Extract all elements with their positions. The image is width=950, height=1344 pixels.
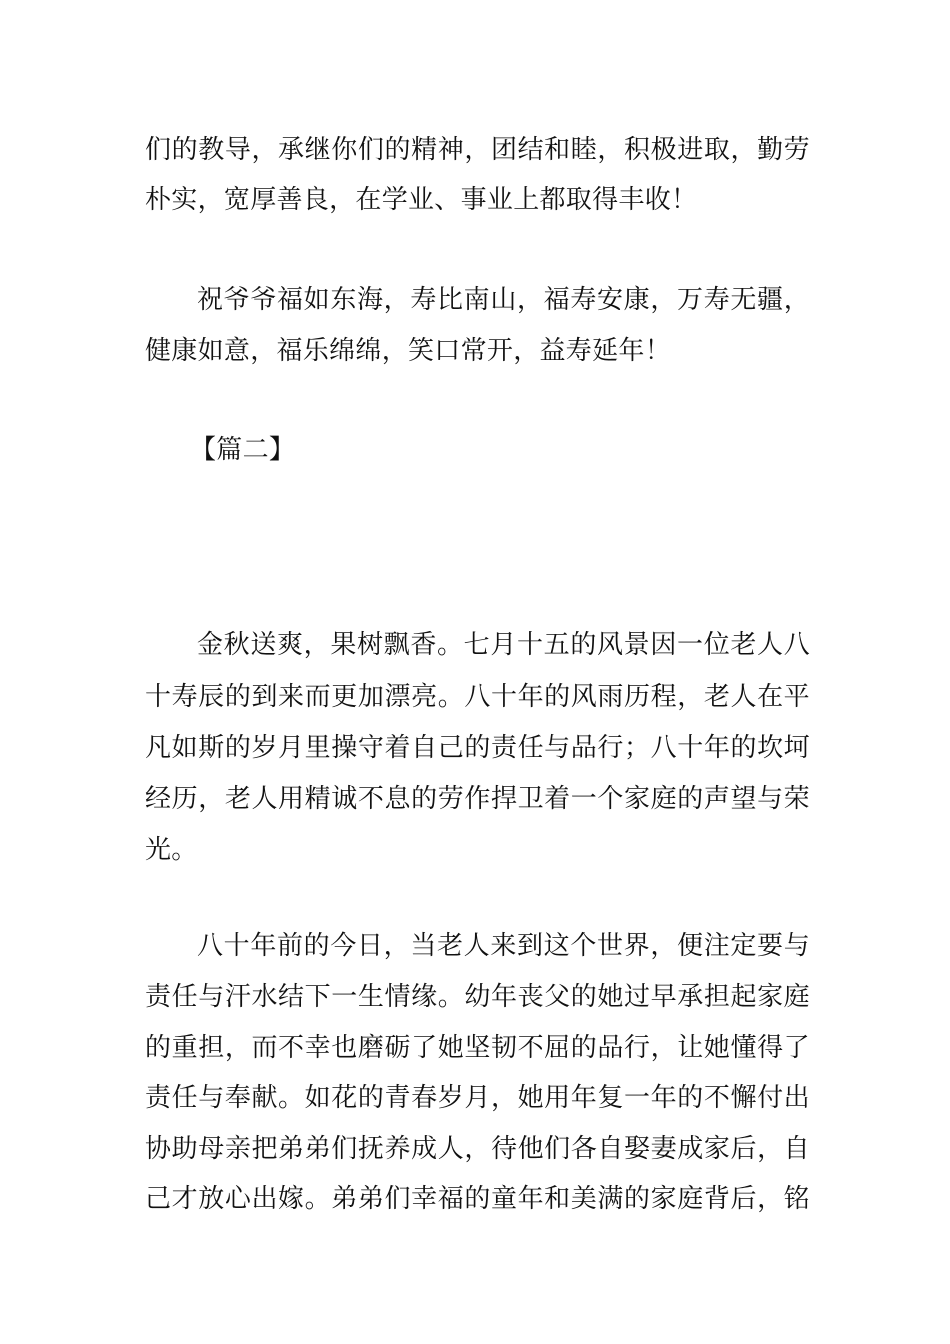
section-heading: 【篇二】 (190, 435, 296, 465)
paragraph-line: 的重担，而不幸也磨砺了她坚韧不屈的品行，让她懂得了 (145, 1033, 810, 1063)
paragraph-line: 责任与汗水结下一生情缘。幼年丧父的她过早承担起家庭 (145, 982, 810, 1012)
paragraph-line: 责任与奉献。如花的青春岁月，她用年复一年的不懈付出 (145, 1083, 810, 1113)
paragraph-line: 光。 (145, 835, 198, 865)
paragraph-line: 十寿辰的到来而更加漂亮。八十年的风雨历程，老人在平 (145, 682, 810, 712)
paragraph-line: 祝爷爷福如东海，寿比南山，福寿安康，万寿无疆， (197, 285, 810, 315)
paragraph-line: 金秋送爽，果树飘香。七月十五的风景因一位老人八 (197, 630, 810, 660)
paragraph-line: 八十年前的今日，当老人来到这个世界，便注定要与 (197, 931, 810, 961)
paragraph-line: 朴实，宽厚善良，在学业、事业上都取得丰收！ (145, 185, 698, 215)
paragraph-line: 己才放心出嫁。弟弟们幸福的童年和美满的家庭背后，铭 (145, 1184, 810, 1214)
paragraph-line: 协助母亲把弟弟们抚养成人，待他们各自娶妻成家后，自 (145, 1134, 810, 1164)
paragraph-line: 们的教导，承继你们的精神，团结和睦，积极进取，勤劳 (145, 135, 810, 165)
paragraph-line: 健康如意，福乐绵绵，笑口常开，益寿延年！ (145, 336, 672, 366)
paragraph-line: 凡如斯的岁月里操守着自己的责任与品行；八十年的坎坷 (145, 733, 810, 763)
paragraph-line: 经历，老人用精诚不息的劳作捍卫着一个家庭的声望与荣 (145, 784, 810, 814)
